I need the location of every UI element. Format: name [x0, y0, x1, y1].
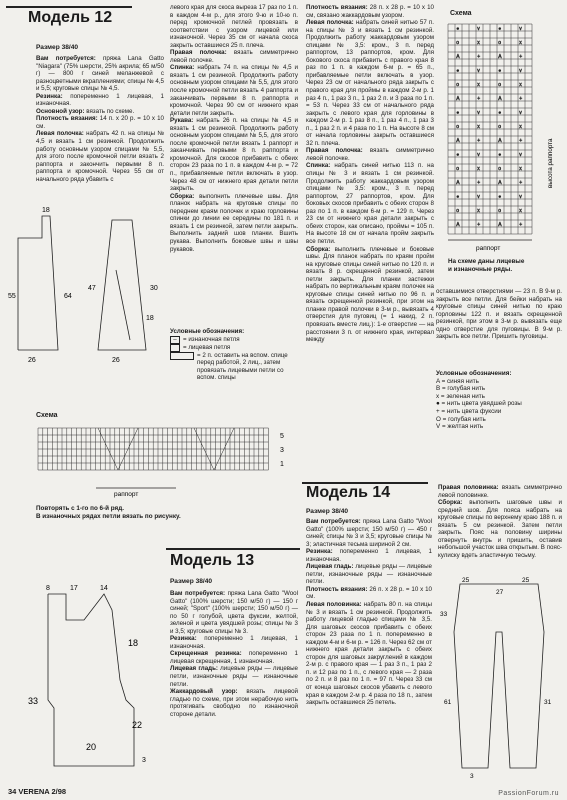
legend13-item-lightblue2: O = голубая нить: [436, 415, 486, 423]
svg-text:v: v: [477, 25, 480, 32]
scheme12-row-3: 3: [280, 447, 284, 454]
p12-dim-4: 64: [64, 293, 72, 300]
svg-text:A: A: [498, 53, 502, 60]
model14-text-col2: Правая половинка: вязать симметрично левой половинке. Сборка: выполнить шаговые швы и средний шов. Для пояса набрать на круговые спицы по верхнему краю 188 п. и вязать 5 см резинкой. Затем петли закрыть. Пояс на половину ширины отвернуть внутрь и пришить, оставив небольшой участок шва открытым. В пояс-кулиску вдеть эластичную тесьму.: [438, 484, 562, 559]
cable-symbol-icon: [170, 352, 194, 360]
model12-rule: [6, 6, 132, 8]
p12-dim-1: 26: [28, 357, 36, 364]
p12-dim-8: 30: [150, 285, 158, 292]
svg-text:o: o: [498, 39, 501, 46]
svg-text:+: +: [519, 53, 523, 60]
model13-size: Размер 38/40: [170, 578, 213, 585]
svg-text:+: +: [519, 137, 523, 144]
svg-text:x: x: [519, 39, 522, 46]
p12-dim-5: 26: [112, 357, 120, 364]
svg-text:+: +: [477, 137, 481, 144]
svg-text:●: ●: [498, 109, 502, 116]
svg-text:x: x: [519, 81, 522, 88]
svg-text:A: A: [456, 95, 460, 102]
p14-dim-2: 27: [496, 589, 504, 596]
svg-text:o: o: [456, 123, 459, 130]
svg-text:o: o: [456, 165, 459, 172]
legend12-item-knit: = лицевая петля: [170, 344, 300, 352]
svg-text:v: v: [519, 25, 522, 32]
svg-text:v: v: [519, 67, 522, 74]
svg-text:A: A: [456, 137, 460, 144]
svg-text:x: x: [477, 39, 480, 46]
svg-text:A: A: [456, 179, 460, 186]
legend12-item-purl: – = изнаночная петля: [170, 336, 300, 344]
p13-dim-5: 33: [28, 696, 39, 706]
svg-text:v: v: [519, 109, 522, 116]
svg-text:●: ●: [456, 109, 460, 116]
svg-text:o: o: [456, 207, 459, 214]
scheme13-height: высота раппорта: [547, 138, 554, 188]
scheme12-row-1: 1: [280, 461, 284, 468]
legend13-item-lightblue: B = голубая нить: [436, 385, 486, 393]
p14-dim-4: 33: [440, 611, 448, 618]
p13-dim-7: 20: [86, 742, 97, 752]
p13-dim-4: 18: [128, 638, 139, 648]
svg-text:o: o: [498, 123, 501, 130]
scheme12-row-5: 5: [280, 433, 284, 440]
svg-text:+: +: [477, 53, 481, 60]
model12-pattern: [6, 180, 168, 370]
p14-dim-1: 25: [462, 577, 470, 584]
svg-text:x: x: [477, 123, 480, 130]
p14-dim-7: 3: [470, 773, 474, 780]
svg-text:+: +: [519, 221, 523, 228]
purl-symbol-icon: –: [170, 336, 180, 344]
page-footer: 34 VERENA 2/98: [8, 787, 67, 796]
p14-dim-6: 31: [544, 699, 552, 706]
svg-text:A: A: [498, 221, 502, 228]
svg-text:v: v: [519, 151, 522, 158]
svg-text:●: ●: [456, 151, 460, 158]
svg-text:●: ●: [498, 25, 502, 32]
svg-text:o: o: [498, 165, 501, 172]
legend13-item-green: x = зеленая нить: [436, 392, 485, 400]
model14-size: Размер 38/40: [306, 508, 349, 515]
model13-legend: [436, 370, 562, 431]
legend12-item-cable: = 2 п. оставить на вспом. спице перед работой, 2 лиц., затем провязать лицевыми петли со вспом. спицы: [170, 352, 300, 382]
svg-text:v: v: [477, 151, 480, 158]
svg-text:o: o: [456, 39, 459, 46]
legend13-item-yellow: V = желтая нить: [436, 423, 484, 431]
legend13-item-fuchsia: + = нить цвета фуксии: [436, 407, 502, 415]
svg-text:●: ●: [498, 193, 502, 200]
p13-dim-1: 8: [46, 585, 50, 592]
svg-text:+: +: [477, 221, 481, 228]
model14-title: Модель 14: [306, 484, 391, 501]
legend13-title: Условные обозначения:: [436, 370, 512, 377]
watermark: PassionForum.ru: [498, 790, 559, 797]
svg-text:+: +: [477, 95, 481, 102]
p13-dim-2: 17: [70, 585, 78, 592]
svg-text:x: x: [519, 165, 522, 172]
scheme13-rapport: раппорт: [476, 245, 501, 252]
svg-text:+: +: [519, 179, 523, 186]
scheme13-chart: [440, 18, 562, 263]
p13-dim-3: 14: [100, 585, 108, 592]
svg-text:A: A: [498, 179, 502, 186]
model12-legend: [170, 328, 300, 382]
model12-size: Размер 38/40: [36, 44, 79, 51]
svg-text:A: A: [456, 53, 460, 60]
legend13-item-rose: ● = нить цвета увядшей розы: [436, 400, 522, 408]
svg-text:+: +: [477, 179, 481, 186]
model13-pattern: [8, 580, 166, 780]
p12-dim-7: 18: [146, 315, 154, 322]
p12-dim-6: 47: [88, 285, 96, 292]
scheme12-chart: [36, 422, 298, 498]
svg-text:●: ●: [498, 67, 502, 74]
model14-text-col1: Вам потребуется: пряжа Lana Gatto "Wool Gatto" (100% шерсти; 150 м/50 г) — 450 г синей; спицы № 3 и 3,5; круговые спицы № 3; эластичная тесьма шириной 2 см. Резинка: попеременно 1 лицевая, 1 изнаночная. Лицевая гладь: лицевые ряды — лицевые петли, изнаночные ряды — изнаночные петли. Плотность вязания: 26 п. х 28 р. = 10 х 10 см. Левая половинка: набрать 80 п. на спицы № 3 и вязать 1 см резинкой. Продолжить работу лицевой гладью спицами № 3,5. Для шаговых скосов прибавить с обеих сторон 23 раза по 1 п. попеременно в каждом 4-м и 6-м р. = 126 п. Через 62 см от нижнего края детали закрыть с обеих сторон для шаговых закруглений в каждом 2-м р. с правого края — 1 раз 3 п., 1 раз 2 п. и 12 раз по 1 п., с левого края — 2 раза по 2 п. и 8 раз по 1 п. = 97 п. Через 33 см от конца шаговых скосов убавить с левого края в каждом 2-м р. 4 раза по 18 п., затем закрыть оставшиеся 25 петель.: [306, 518, 432, 707]
model12-text-col2: левого края для скоса выреза 17 раз по 1 п. в каждом 4-м р., для этого 9-ю и 10-ю п. перед кромочной петлей провязать в соответствии с узором лицевой или изнаночной. Через 35 см от начала скоса закрыть оставшиеся 25 п. плеча. Правая полочка: вязать симметрично левой полочке. Спинка: набрать 74 п. на спицы № 4,5 и вязать 1 см резинкой. Продолжить работу основным узором спицами № 5,5, для этого после кромочной петли вязать 4 раппорта и заканчивать первыми 8 п. раппорта и кромочной. Через 90 см от нижнего края детали петли закрыть. Рукава: набрать 26 п. на спицы № 4,5 и вязать 1 см резинкой. Продолжить работу основным узором спицами № 5,5, для этого после кромочной петли вязать 1 раппорт и заканчивать первыми 8 п. раппорта и кромочной. Для скосов прибавить с обеих сторон 23 раза по 1 п. в каждом 4-м р. = 72 п., прибавляемые петли включать в узор. Через 48 см от нижнего края детали петли закрыть. Сборка: выполнить плечевые швы. Для планок набрать на круговые спицы по переднем краям полочек и краю горловины спинки до линии ее середины по 181 п. и вязать 1 см резинкой, затем петли закрыть. Выполнить задний шов планки. Вшить рукава. Выполнить боковые швы и швы рукавов.: [170, 4, 298, 253]
scheme13-caption: На схеме даны лицевые и изнаночные ряды.: [448, 258, 525, 273]
p12-dim-3: 55: [8, 293, 16, 300]
model13-rule: [166, 548, 300, 550]
p12-dim-2: 18: [42, 207, 50, 214]
p14-dim-3: 25: [522, 577, 530, 584]
model13-title: Модель 13: [170, 552, 255, 569]
svg-text:●: ●: [498, 151, 502, 158]
svg-text:●: ●: [456, 67, 460, 74]
legend13-item-blue: A = синяя нить: [436, 377, 479, 385]
svg-text:v: v: [519, 193, 522, 200]
model13-text-cont: оставшимися отверстиями — 23 п. В 9-м р. закрыть все петли. Для бейки набрать на круговые спицы синей нитью по краю горловины 122 п. и вязать скрещенной резинкой, при этом в 3-м р. вывязать еще одно отверстие для пуговицы. В 9-м р. закрыть все петли. Пришить пуговицы.: [436, 288, 562, 341]
svg-text:A: A: [498, 137, 502, 144]
svg-text:A: A: [456, 221, 460, 228]
scheme13-title: Схема: [450, 10, 472, 17]
svg-text:v: v: [477, 109, 480, 116]
model14-pattern: [440, 572, 562, 782]
svg-text:v: v: [477, 193, 480, 200]
svg-text:o: o: [498, 81, 501, 88]
svg-text:+: +: [519, 95, 523, 102]
svg-text:o: o: [456, 81, 459, 88]
p14-dim-5: 61: [444, 699, 452, 706]
model12-title: Модель 12: [28, 9, 113, 26]
model12-text-col3: Плотность вязания: 28 п. х 28 р. = 10 х 10 см, связано жаккардовым узором. Левая полочка: набрать синей нитью 57 п. на спицы № 3 и вязать 1 см резинкой. Продолжить работу жаккардовым узором спицами № 3,5: кром., 3 п. перед раппортом, 13 раппортов, кром. Для бокового скоса прибавить с правого края 8 раз по 1 п. в каждом 6-м р. = 65 п., прибавляемые петли включать в узор. Через 23 см от начального ряда закрыть с правого края для проймы в каждом 2-м р. 1 раз 4 п., 1 раз 3 п., 1 раз 2 п. и 3 раза по 1 п. = 53 п. Через 33 см от начального ряда закрыть с левого края для горловины в каждом 2-м р. 1 раз 8 п., 1 раз 4 п., 1 раз 3 п., 1 раз 2 п. и 4 раза по 1 п. На высоте 8 см от начала горловины закрыть оставшиеся 32 п. плеча. Правая полочка: вязать симметрично левой полочке. Спинка: набрать синей нитью 113 п. на спицы № 3 и вязать 1 см резинкой. Продолжить работу жаккардовым узором спицами № 3,5: кром., 3 п. перед раппортом, 27 раппортов, кром. Для боковых скосов прибавить с обеих сторон 8 раз по 1 п. в каждом 6-м р. = 129 п. Через 23 см от нижнего края детали закрыть с обеих сторон, как описано, проймы = 105 п. На высоте 18 см от начала пройм закрыть все петли. Сборка: выполнить плечевые и боковые швы. Для планок набрать по краям пройм на круговые спицы синей нитью по 120 п. и вязать 8 р. скрещенной резинкой, затем петли закрыть. Для планки застежки набрать по вертикальным краям полочек на круговые спицы синей нитью по 96 п. и вязать скрещенной резинкой, при этом на планке правой полочки в 3-м р., вывязать 4 отверстия для пуговиц (= 1 накид, 2 п. провязать вместе лиц.): 1-е отверстие — на расстоянии 3 п. от нижнего края, интервал между: [306, 4, 434, 344]
svg-text:●: ●: [456, 25, 460, 32]
scheme12-note: Повторять с 1-го по 6-й ряд. В изнаночных рядах петли вязать по рисунку.: [36, 505, 181, 520]
p13-dim-6: 22: [132, 720, 143, 730]
svg-text:●: ●: [456, 193, 460, 200]
svg-text:x: x: [477, 207, 480, 214]
svg-text:x: x: [519, 207, 522, 214]
model13-text-col1: Вам потребуется: пряжа Lana Gatto "Wool Gatto" (100% шерсти; 150 м/50 г) — 150 г синей; "Sport" (100% шерсти; 150 м/50 г) — по 50 г голубой, цвета фуксии, желтой, зеленой и цвета увядшей розы; спицы № 3 и 3,5; круговые спицы № 3. Резинка: попеременно 1 лицевая, 1 изнаночная. Скрещенная резинка: попеременно 1 лицевая скрещенная, 1 изнаночная. Лицевая гладь: лицевые ряды — лицевые петли, изнаночные ряды — изнаночные петли. Жаккардовый узор: вязать лицевой гладью по схеме, при этом нерабочую нить протягивать свободно по изнаночной стороне детали.: [170, 590, 299, 718]
svg-text:x: x: [477, 165, 480, 172]
model12-text-col1: Вам потребуется: пряжа Lana Gatto "Niagara" (75% шерсти, 25% акрила; 65 м/50 г) — 800 г синей меланжевой с разноцветными вкраплениями; спицы № 4,5 и 5,5; круговые спицы № 4,5. Резинка: попеременно 1 лицевая, 1 изнаночная. Основной узор: вязать по схеме. Плотность вязания: 14 п. х 20 р. = 10 х 10 см. Левая полочка: набрать 42 п. на спицы № 4,5 и вязать 1 см резинкой. Продолжить работу основным узором спицами № 5,5, для этого после кромочной петли вязать 2 раппорта и закончить первыми 8 п. раппорта и кромочной. Через 55 см от начального ряда убавить с: [36, 55, 164, 183]
legend12-title: Условные обозначения:: [170, 328, 245, 335]
scheme12-title: Схема: [36, 412, 58, 419]
svg-text:x: x: [519, 123, 522, 130]
svg-text:x: x: [477, 81, 480, 88]
svg-text:v: v: [477, 67, 480, 74]
svg-text:A: A: [498, 95, 502, 102]
svg-text:o: o: [498, 207, 501, 214]
knit-symbol-icon: [170, 344, 180, 352]
p13-dim-8: 3: [142, 757, 146, 764]
scheme12-rapport: раппорт: [114, 491, 139, 498]
